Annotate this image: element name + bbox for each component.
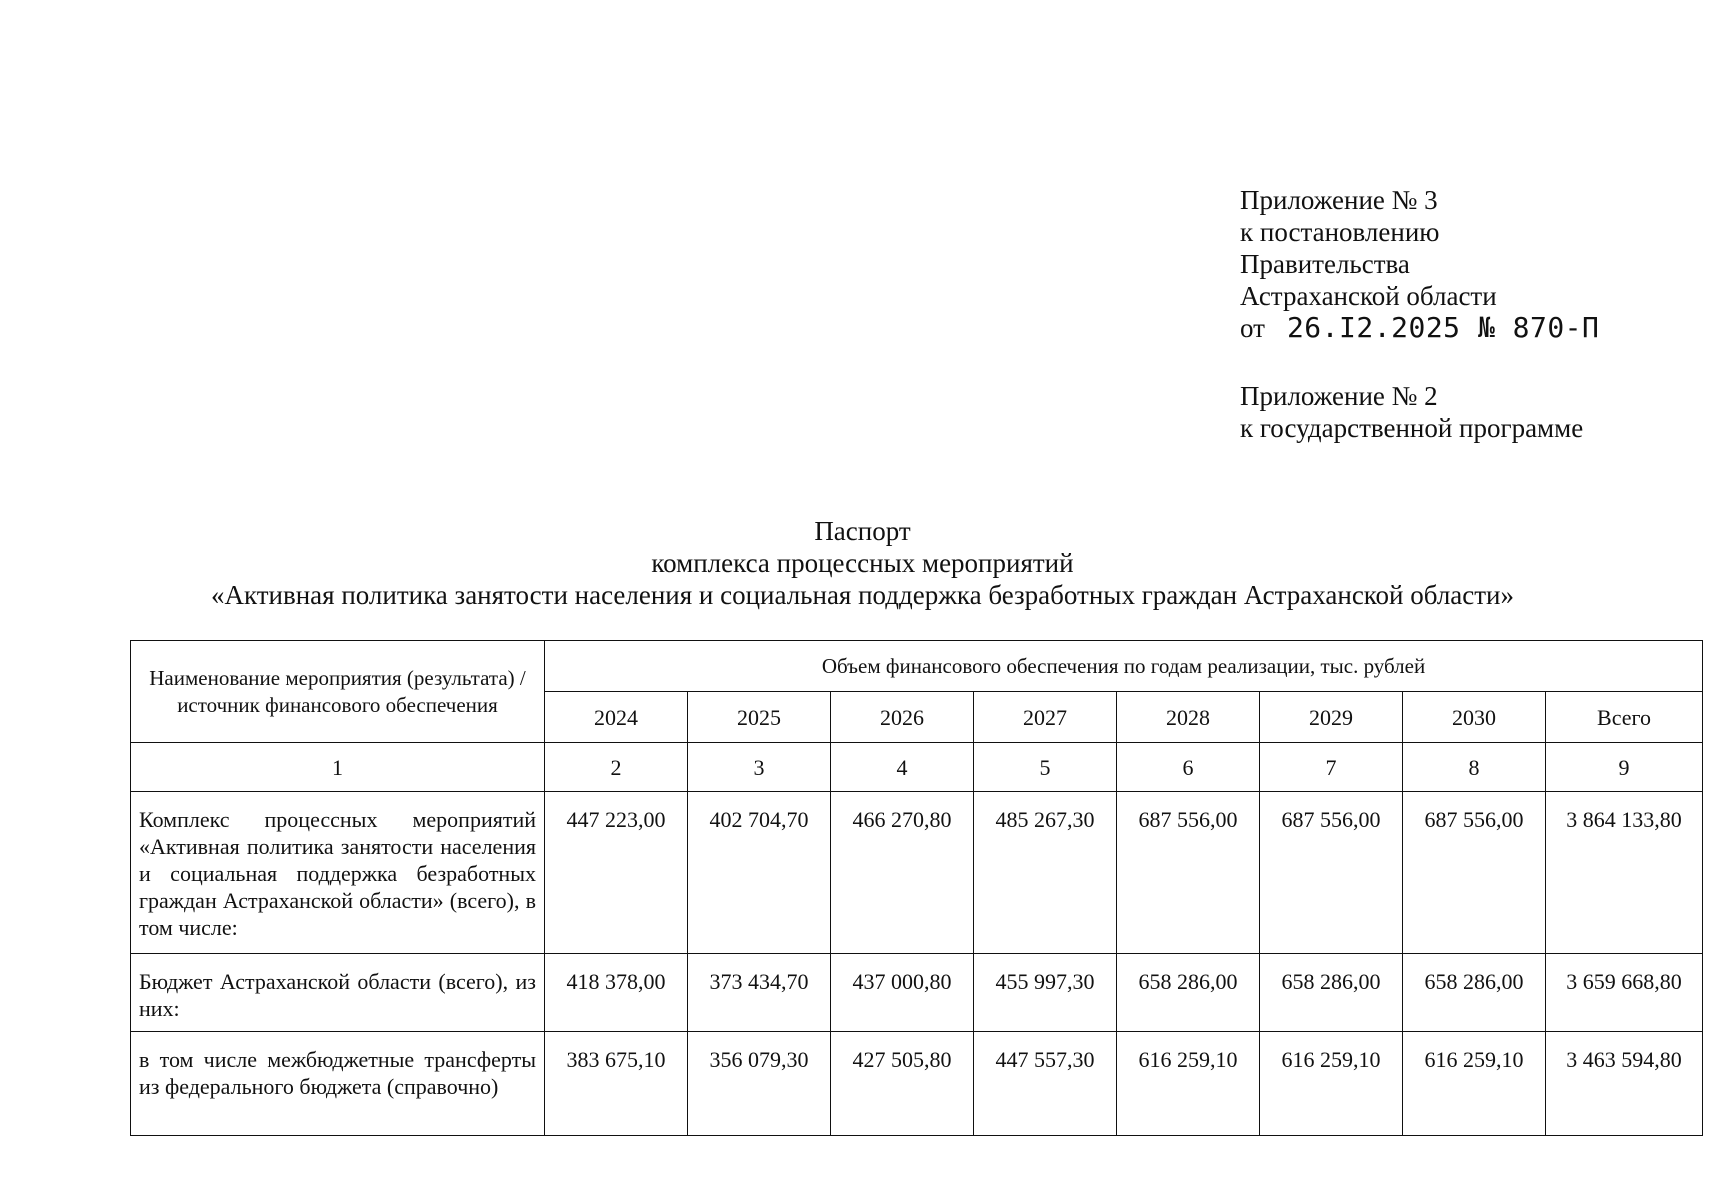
column-index: 5 [974,743,1117,792]
column-index: 9 [1546,743,1703,792]
header-year: 2030 [1403,692,1546,743]
date-number-stamp: 26.I2.2025 № 870-П [1286,311,1600,344]
total-cell: 3 463 594,80 [1546,1032,1703,1136]
value-cell: 658 286,00 [1117,954,1260,1032]
header-total: Всего [1546,692,1703,743]
value-cell: 466 270,80 [831,792,974,954]
appendix-2-line-program: к государственной программе [1240,413,1584,443]
header-year: 2027 [974,692,1117,743]
column-index: 7 [1260,743,1403,792]
total-cell: 3 659 668,80 [1546,954,1703,1032]
row-label-complex-total: Комплекс процессных мероприятий «Активная политика занятости населения и социальная поддержка безработных граждан Астраханской области» (всего), в том числе: [131,792,545,954]
column-index: 4 [831,743,974,792]
header-year: 2025 [688,692,831,743]
value-cell: 616 259,10 [1117,1032,1260,1136]
financing-table [130,640,1703,1136]
table-row [131,954,1703,1032]
column-index: 2 [545,743,688,792]
header-year: 2024 [545,692,688,743]
column-index: 6 [1117,743,1260,792]
appendix-2-block [1240,380,1583,444]
title-program-name: «Активная политика занятости населения и социальная поддержка безработных граждан Астраханской области» [210,580,1515,610]
date-prefix: от [1240,313,1265,343]
appendix-3-line-region: Астраханской области [1240,281,1497,311]
total-cell: 3 864 133,80 [1546,792,1703,954]
value-cell: 447 223,00 [545,792,688,954]
row-label-federal-transfers: в том числе межбюджетные трансферты из федерального бюджета (справочно) [131,1032,545,1136]
title-complex: комплекса процессных мероприятий [651,548,1074,578]
row-label-regional-budget: Бюджет Астраханской области (всего), из них: [131,954,545,1032]
value-cell: 437 000,80 [831,954,974,1032]
value-cell: 658 286,00 [1403,954,1546,1032]
value-cell: 447 557,30 [974,1032,1117,1136]
column-index: 8 [1403,743,1546,792]
value-cell: 383 675,10 [545,1032,688,1136]
title-passport: Паспорт [814,516,911,546]
appendix-2-title: Приложение № 2 [1240,381,1438,411]
appendix-3-title: Приложение № 3 [1240,185,1438,215]
value-cell: 356 079,30 [688,1032,831,1136]
table-header-row [131,641,1703,692]
value-cell: 418 378,00 [545,954,688,1032]
table-index-row [131,743,1703,792]
appendix-3-block [1240,184,1599,344]
value-cell: 402 704,70 [688,792,831,954]
value-cell: 616 259,10 [1260,1032,1403,1136]
appendix-3-line-government: Правительства [1240,249,1410,279]
value-cell: 687 556,00 [1117,792,1260,954]
value-cell: 373 434,70 [688,954,831,1032]
document-title [0,515,1725,611]
header-financing-group: Объем финансового обеспечения по годам реализации, тыс. рублей [545,641,1703,692]
header-year: 2026 [831,692,974,743]
column-index: 3 [688,743,831,792]
value-cell: 658 286,00 [1260,954,1403,1032]
header-year: 2029 [1260,692,1403,743]
value-cell: 687 556,00 [1403,792,1546,954]
header-year: 2028 [1117,692,1260,743]
value-cell: 485 267,30 [974,792,1117,954]
value-cell: 455 997,30 [974,954,1117,1032]
table-row [131,792,1703,954]
appendix-3-date-line [1240,312,1599,344]
column-index: 1 [131,743,545,792]
value-cell: 427 505,80 [831,1032,974,1136]
value-cell: 616 259,10 [1403,1032,1546,1136]
header-name-column: Наименование мероприятия (результата) / источник финансового обеспечения [131,641,545,743]
appendix-3-line-resolution: к постановлению [1240,217,1440,247]
value-cell: 687 556,00 [1260,792,1403,954]
table-row [131,1032,1703,1136]
